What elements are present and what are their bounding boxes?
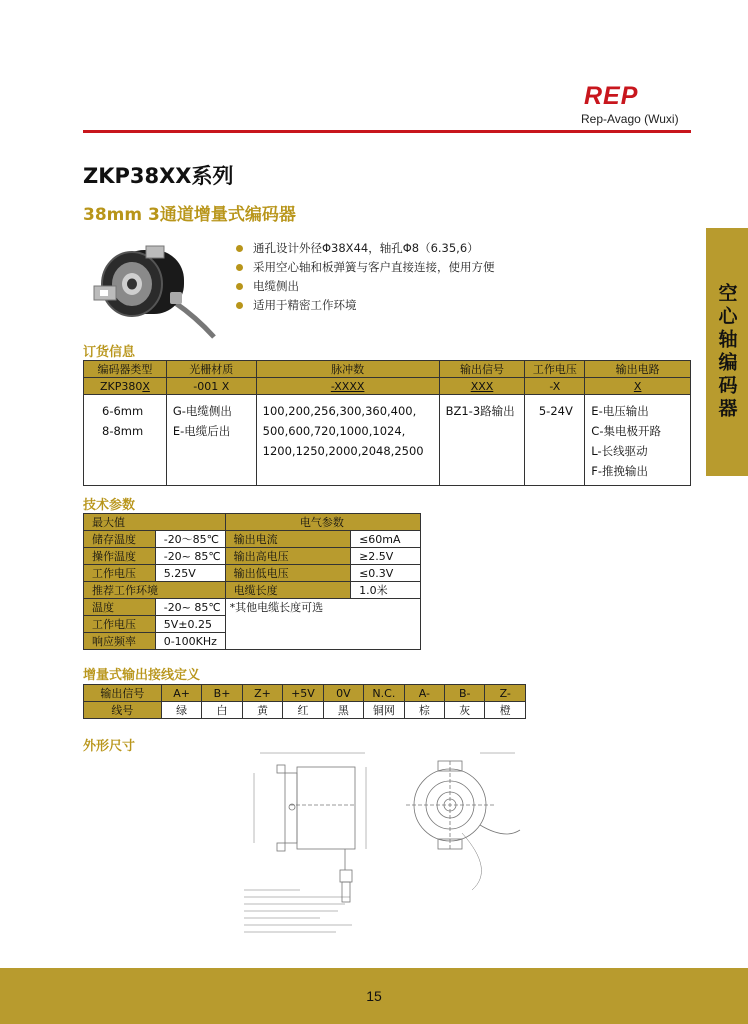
order-info-table: [83, 360, 691, 486]
order-info-heading: 订货信息: [83, 345, 136, 360]
feature-item: 采用空心轴和板弹簧与客户直接连接，使用方便: [236, 258, 495, 277]
brand-name: REP: [584, 82, 639, 110]
tech-params-table: 最大值 电气参数 储存温度 -20～85℃ 输出电流 ≤60mA 操作温度 -20~ 85℃ 输出高电压 ≥2.5V 工作电压 5.25V 输出低电压 ≤0.3V 推荐工作环境 电缆长度 1.0米 温度 -20~ 85℃ *其他电缆长度可选 工作电压 5V±0.25 响应频率 0-100KHz: [83, 513, 421, 650]
dimensions-heading: 外形尺寸: [83, 739, 136, 754]
order-header-row: 编码器类型 光栅材质 脉冲数 输出信号 工作电压 输出电路: [84, 361, 691, 378]
series-title: ZKP38XX系列: [83, 164, 234, 188]
tech-params-heading: 技术参数: [83, 498, 136, 513]
category-label: 空心轴编码器: [715, 283, 738, 421]
company-name: Rep-Avago (Wuxi): [581, 112, 679, 126]
page-number: 15: [366, 988, 382, 1004]
feature-item: 通孔设计外径Φ38X44，轴孔Φ8（6.35,6）: [236, 239, 495, 258]
wire-color-row: 线号 绿 白 黄 红 黑 铜网 棕 灰 橙: [84, 702, 526, 719]
feature-item: 电缆侧出: [236, 277, 495, 296]
dimension-drawing: [240, 745, 540, 945]
category-side-tab: [706, 228, 748, 476]
product-subtitle: 38mm 3通道增量式编码器: [83, 205, 296, 225]
header-rule: [83, 130, 691, 133]
feature-list: [236, 239, 495, 315]
order-options-row: 6-6mm 8-8mm G-电缆侧出 E-电缆后出 100,200,256,300,360,400, 500,600,720,1000,1024, 1200,1250,2000,2048,2500 BZ1-3路输出 5-24V E-电压输出 C-集电极开路 L-长线驱动 F-推挽输出: [84, 395, 691, 486]
signal-row: 输出信号 A+ B+ Z+ +5V 0V N.C. A- B- Z-: [84, 685, 526, 702]
wiring-table: [83, 684, 526, 719]
wiring-heading: 增量式输出接线定义: [83, 668, 201, 683]
order-code-row: ZKP380X -001 X -XXXX XXX -X X: [84, 378, 691, 395]
feature-item: 适用于精密工作环境: [236, 296, 495, 315]
brand-logo: [584, 84, 654, 108]
product-photo: [86, 232, 226, 342]
